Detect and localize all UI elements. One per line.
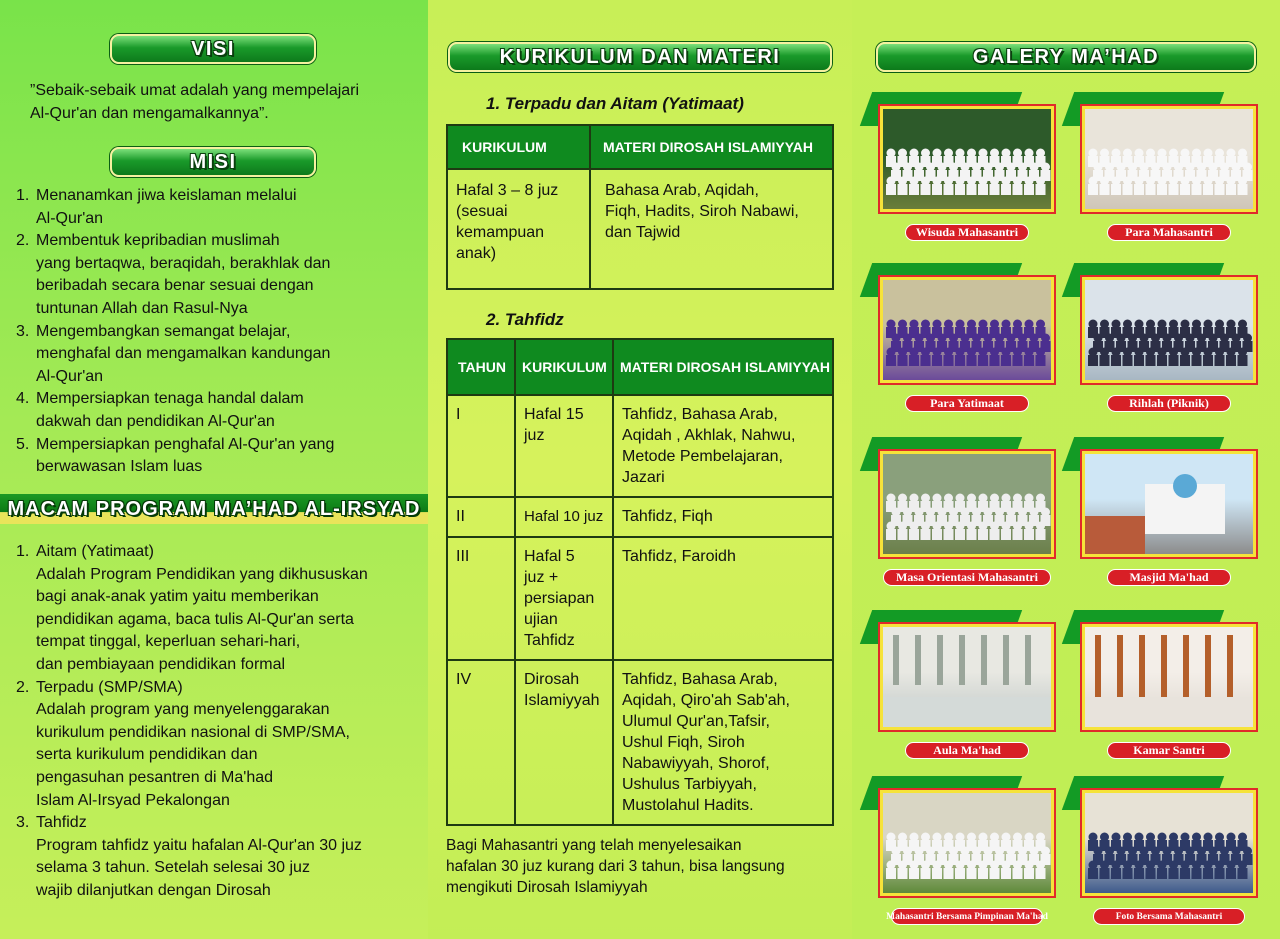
list-item xyxy=(16,812,421,902)
table-cell: Tahfidz, Bahasa Arab, Aqidah, Qiro'ah Sab'ah, Ulumul Qur'an,Tafsir, Ushul Fiqh, Siroh Nabawiyyah, Shorof, Ushulus Tarbiyyah, Mustolahul Hadits. xyxy=(613,660,833,825)
photo-figures xyxy=(1085,109,1253,209)
gallery-photo xyxy=(1082,106,1256,212)
list-line: pendidikan agama, baca tulis Al-Qur'an serta xyxy=(36,610,354,628)
visi-line: ”Sebaik-sebaik umat adalah yang mempelajari xyxy=(30,82,360,99)
photo-figures xyxy=(883,793,1051,893)
list-line: Mengembangkan semangat belajar, xyxy=(36,322,291,340)
gallery-caption: Aula Ma'had xyxy=(905,742,1029,759)
table-cell: Hafal 15 juz xyxy=(515,395,613,497)
table-cell: Hafal 10 juz xyxy=(515,497,613,537)
table-row xyxy=(447,660,833,825)
list-line: selama 3 tahun. Setelah selesai 30 juz xyxy=(36,859,310,877)
list-line: dan pembiayaan pendidikan formal xyxy=(36,655,286,673)
gallery-photo xyxy=(880,624,1054,730)
misi-heading: MISI xyxy=(110,147,316,177)
list-number: 3. xyxy=(16,814,30,832)
table-cell: IV xyxy=(447,660,515,825)
note-line: mengikuti Dirosah Islamiyyah xyxy=(446,879,648,896)
list-line: menghafal dan mengamalkan kandungan xyxy=(36,345,331,363)
table-cell: III xyxy=(447,537,515,660)
tahfidz-table xyxy=(446,338,834,826)
gallery-photo xyxy=(1082,624,1256,730)
list-body xyxy=(36,185,416,230)
gallery-photo xyxy=(880,790,1054,896)
table-cell: I xyxy=(447,395,515,497)
left-panel xyxy=(0,0,428,939)
photo-figures xyxy=(883,280,1051,380)
list-item xyxy=(16,185,416,230)
table-cell: Hafal 3 – 8 juz (sesuai kemampuan anak) xyxy=(447,169,590,289)
list-item xyxy=(16,541,421,677)
visi-heading: VISI xyxy=(110,34,316,64)
list-body xyxy=(36,230,416,320)
photo-figures xyxy=(1085,627,1253,727)
kurikulum-note xyxy=(446,835,785,898)
photo-figures xyxy=(1085,793,1253,893)
list-line: pengasuhan pesantren di Ma'had xyxy=(36,768,274,786)
photo-figures xyxy=(883,627,1051,727)
gallery-photo xyxy=(880,277,1054,383)
table-cell: Hafal 5 juz + persiapan ujian Tahfidz xyxy=(515,537,613,660)
section1-title: 1. Terpadu dan Aitam (Yatimaat) xyxy=(486,94,744,113)
list-line: bagi anak-anak yatim yaitu memberikan xyxy=(36,588,319,606)
gallery-caption: Rihlah (Piknik) xyxy=(1107,395,1231,412)
visi-line: Al-Qur'an dan mengamalkannya”. xyxy=(30,104,269,122)
photo-figures xyxy=(1085,454,1253,554)
list-line: Adalah program yang menyelenggarakan xyxy=(36,701,330,719)
list-number: 5. xyxy=(16,435,30,453)
list-item xyxy=(16,677,421,813)
table-cell: Tahfidz, Faroidh xyxy=(613,537,833,660)
table-row xyxy=(447,537,833,660)
middle-panel xyxy=(428,0,852,939)
list-item xyxy=(16,321,416,389)
gallery-photo xyxy=(1082,790,1256,896)
visi-text xyxy=(30,80,359,125)
table-cell: Tahfidz, Bahasa Arab, Aqidah , Akhlak, Nahwu, Metode Pembelajaran, Jazari xyxy=(613,395,833,497)
list-number: 2. xyxy=(16,678,30,696)
gallery-photo xyxy=(1082,277,1256,383)
list-line: Al-Qur'an xyxy=(36,209,104,227)
list-line: Aitam (Yatimaat) xyxy=(36,543,154,560)
note-line: Bagi Mahasantri yang telah menyelesaikan xyxy=(446,837,742,854)
gallery-caption: Para Yatimaat xyxy=(905,395,1029,412)
list-number: 4. xyxy=(16,390,30,408)
gallery-heading: GALERY MA’HAD xyxy=(876,42,1256,72)
list-item xyxy=(16,230,416,320)
program-list xyxy=(16,541,421,903)
list-line: Mempersiapkan tenaga handal dalam xyxy=(36,390,304,408)
list-line: Islam Al-Irsyad Pekalongan xyxy=(36,791,230,809)
gallery-photo xyxy=(880,106,1054,212)
table-header: KURIKULUM xyxy=(447,125,590,169)
list-number: 1. xyxy=(16,543,30,560)
table-cell: Dirosah Islamiyyah xyxy=(515,660,613,825)
list-line: yang bertaqwa, beraqidah, berakhlak dan xyxy=(36,254,331,272)
gallery-caption: Masjid Ma'had xyxy=(1107,569,1231,586)
gallery-caption: Wisuda Mahasantri xyxy=(905,224,1029,241)
table-cell: II xyxy=(447,497,515,537)
list-line: beribadah secara benar sesuai dengan xyxy=(36,277,314,295)
gallery-photo xyxy=(880,451,1054,557)
section2-title: 2. Tahfidz xyxy=(486,310,564,329)
list-body xyxy=(36,541,421,677)
list-line: Tahfidz xyxy=(36,814,87,832)
gallery-caption: Para Mahasantri xyxy=(1107,224,1231,241)
table-row xyxy=(447,395,833,497)
list-body xyxy=(36,677,421,813)
kurikulum-heading: KURIKULUM DAN MATERI xyxy=(448,42,832,72)
photo-figures xyxy=(1085,280,1253,380)
list-body xyxy=(36,321,416,389)
list-item xyxy=(16,434,416,479)
list-line: tempat tinggal, keperluan sehari-hari, xyxy=(36,633,301,651)
list-line: wajib dilanjutkan dengan Dirosah xyxy=(36,881,271,899)
right-panel xyxy=(852,0,1280,939)
list-line: Adalah Program Pendidikan yang dikhususkan xyxy=(36,565,368,583)
list-line: serta kurikulum pendidikan dan xyxy=(36,746,258,764)
list-line: Terpadu (SMP/SMA) xyxy=(36,678,183,696)
list-line: Mempersiapkan penghafal Al-Qur'an yang xyxy=(36,435,335,453)
gallery-photo xyxy=(1082,451,1256,557)
list-number: 2. xyxy=(16,232,30,250)
gallery-caption: Kamar Santri xyxy=(1107,742,1231,759)
table-row xyxy=(447,497,833,537)
list-line: tuntunan Allah dan Rasul-Nya xyxy=(36,299,248,317)
list-line: dakwah dan pendidikan Al-Qur'an xyxy=(36,412,275,430)
list-line: Al-Qur'an xyxy=(36,367,104,385)
list-number: 1. xyxy=(16,187,30,204)
gallery-caption: Masa Orientasi Mahasantri xyxy=(883,569,1051,586)
list-body xyxy=(36,812,421,902)
table-header: TAHUN xyxy=(447,339,515,395)
list-line: Membentuk kepribadian muslimah xyxy=(36,232,280,250)
table-cell: Bahasa Arab, Aqidah, Fiqh, Hadits, Siroh Nabawi, dan Tajwid xyxy=(590,169,833,289)
gallery-caption: Foto Bersama Mahasantri xyxy=(1093,908,1245,925)
table-cell: Tahfidz, Fiqh xyxy=(613,497,833,537)
photo-figures xyxy=(883,454,1051,554)
table-header: MATERI DIROSAH ISLAMIYYAH xyxy=(590,125,833,169)
list-line: berwawasan Islam luas xyxy=(36,458,203,476)
list-body xyxy=(36,434,416,479)
list-number: 3. xyxy=(16,322,30,340)
list-line: Menanamkan jiwa keislaman melalui xyxy=(36,187,297,204)
list-line: kurikulum pendidikan nasional di SMP/SMA, xyxy=(36,723,350,741)
table-header: MATERI DIROSAH ISLAMIYYAH xyxy=(613,339,833,395)
terpadu-table xyxy=(446,124,834,290)
program-heading: MACAM PROGRAM MA’HAD AL-IRSYAD xyxy=(0,494,428,524)
note-line: hafalan 30 juz kurang dari 3 tahun, bisa langsung xyxy=(446,858,785,875)
list-body xyxy=(36,388,416,433)
photo-figures xyxy=(883,109,1051,209)
table-header: KURIKULUM xyxy=(515,339,613,395)
gallery-caption: Mahasantri Bersama Pimpinan Ma'had xyxy=(891,908,1043,925)
list-item xyxy=(16,388,416,433)
misi-list xyxy=(16,185,416,479)
list-line: Program tahfidz yaitu hafalan Al-Qur'an 30 juz xyxy=(36,836,362,854)
